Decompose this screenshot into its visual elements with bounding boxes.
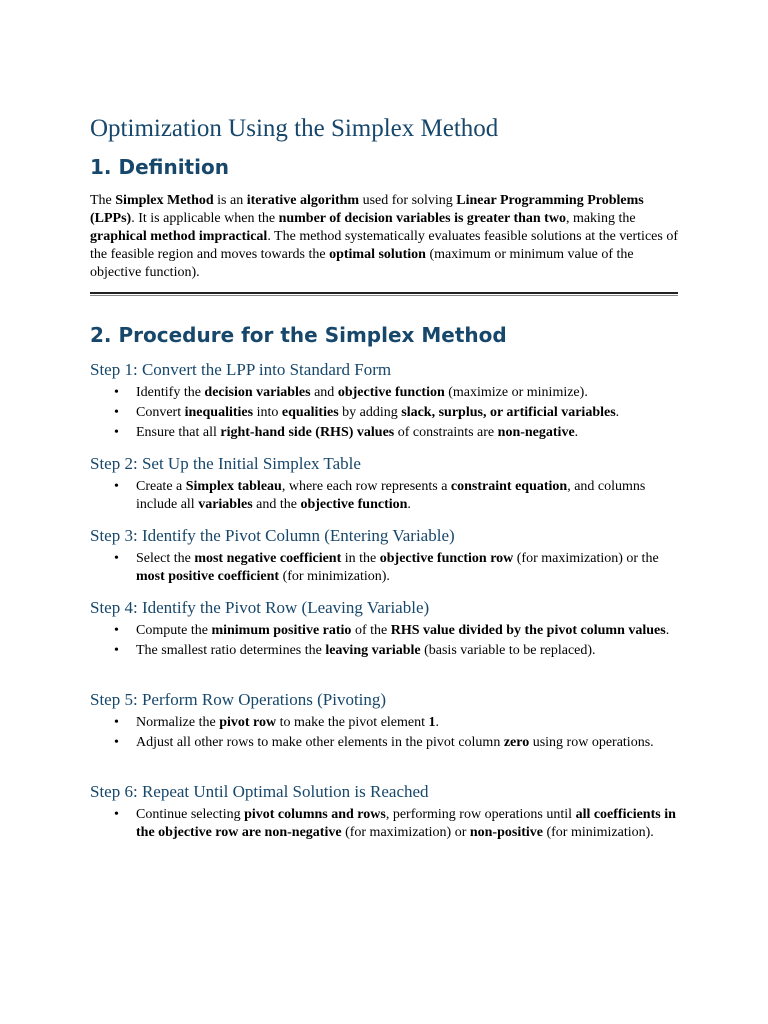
bold-text: iterative algorithm: [246, 193, 360, 208]
list-item: [90, 622, 680, 640]
list-item: [90, 714, 680, 732]
text-run: and the: [252, 497, 301, 512]
step-bullet-list: [90, 806, 680, 842]
bullet-icon: •: [114, 735, 119, 750]
text-run: (maximize or minimize).: [444, 385, 588, 400]
step-bullet-list: [90, 550, 680, 586]
text-run: in the: [341, 551, 380, 566]
step-title: Step 2: Set Up the Initial Simplex Table: [90, 454, 361, 473]
text-run: using row operations.: [529, 735, 654, 750]
bold-text: zero: [503, 735, 530, 750]
text-run: Select the: [136, 551, 195, 566]
bullet-icon: •: [114, 807, 119, 822]
text-run: .: [665, 623, 670, 638]
text-run: of the: [351, 623, 391, 638]
text-run: (for maximization) or: [341, 825, 470, 840]
bold-text: leaving variable: [325, 643, 421, 658]
text-run: Compute the: [136, 623, 212, 638]
step-bullet-list: [90, 622, 680, 660]
bold-text: all coefficients in the objective row are non-negative: [136, 807, 676, 840]
text-run: .: [574, 425, 579, 440]
text-run: .: [435, 715, 440, 730]
list-item: [90, 806, 680, 842]
step-bullet-list: [90, 714, 680, 752]
bold-text: slack, surplus, or artificial variables: [401, 405, 616, 420]
text-run: to make the pivot element: [276, 715, 429, 730]
bold-text: variables: [198, 497, 253, 512]
bold-text: graphical method impractical: [90, 229, 268, 244]
text-run: , performing row operations until: [385, 807, 576, 822]
bullet-icon: •: [114, 715, 119, 730]
bullet-icon: •: [114, 425, 119, 440]
text-run: (for maximization) or the: [513, 551, 659, 566]
list-item: [90, 734, 680, 752]
bold-text: most negative coefficient: [194, 551, 342, 566]
section-heading-definition: 1. Definition: [90, 155, 229, 179]
bullet-icon: •: [114, 385, 119, 400]
step-title: Step 3: Identify the Pivot Column (Entering Variable): [90, 526, 455, 545]
text-run: Ensure that all: [136, 425, 221, 440]
list-item: [90, 384, 680, 402]
bold-text: pivot row: [219, 715, 277, 730]
list-item: [90, 404, 680, 422]
step-4: [90, 598, 680, 662]
bullet-icon: •: [114, 643, 119, 658]
text-run: of constraints are: [394, 425, 498, 440]
bold-text: most positive coefficient: [136, 569, 280, 584]
text-run: Normalize the: [136, 715, 220, 730]
text-run: The smallest ratio determines the: [136, 643, 326, 658]
step-3: [90, 526, 680, 588]
definition-paragraph: [90, 192, 680, 282]
bold-text: objective function row: [379, 551, 514, 566]
bold-text: 1: [428, 715, 436, 730]
text-run: and: [310, 385, 338, 400]
step-5: [90, 690, 680, 754]
bullet-icon: •: [114, 551, 119, 566]
section-divider: [90, 292, 678, 296]
step-6: [90, 782, 680, 844]
text-run: Create a: [136, 479, 186, 494]
step-bullet-list: [90, 384, 680, 442]
bold-text: non-negative: [497, 425, 575, 440]
text-run: used for solving: [359, 193, 457, 208]
bold-text: right-hand side (RHS) values: [220, 425, 395, 440]
step-title: Step 4: Identify the Pivot Row (Leaving Variable): [90, 598, 430, 617]
text-run: Identify the: [136, 385, 205, 400]
bold-text: constraint equation: [450, 479, 568, 494]
step-title: Step 5: Perform Row Operations (Pivoting): [90, 690, 387, 709]
text-run: , and columns include all: [136, 479, 646, 512]
text-run: (basis variable to be replaced).: [420, 643, 596, 658]
text-run: (for minimization).: [279, 569, 390, 584]
section-heading-procedure: 2. Procedure for the Simplex Method: [90, 323, 507, 347]
text-run: Adjust all other rows to make other elements in the pivot column: [136, 735, 504, 750]
bold-text: equalities: [281, 405, 339, 420]
bold-text: non-positive: [469, 825, 543, 840]
text-run: (maximum or minimum value of the objective function).: [90, 247, 634, 280]
text-run: by adding: [338, 405, 402, 420]
text-run: (for minimization).: [542, 825, 654, 840]
text-run: into: [253, 405, 282, 420]
step-1: [90, 360, 680, 444]
text-run: Continue selecting: [136, 807, 245, 822]
step-title: Step 1: Convert the LPP into Standard Form: [90, 360, 392, 379]
text-run: .: [407, 497, 411, 512]
text-run: , where each row represents a: [281, 479, 451, 494]
bullet-icon: •: [114, 623, 119, 638]
bullet-icon: •: [114, 479, 119, 494]
bold-text: pivot columns and rows: [244, 807, 386, 822]
bold-text: Linear Programming Problems (LPPs): [90, 193, 644, 226]
list-item: [90, 642, 680, 660]
bold-text: decision variables: [204, 385, 311, 400]
text-run: is an: [213, 193, 247, 208]
bold-text: RHS value divided by the pivot column values: [390, 623, 666, 638]
document-title: Optimization Using the Simplex Method: [90, 115, 499, 142]
text-run: , making the: [565, 211, 636, 226]
bold-text: inequalities: [184, 405, 254, 420]
step-bullet-list: [90, 478, 680, 514]
bold-text: objective function: [337, 385, 445, 400]
list-item: [90, 424, 680, 442]
text-run: Convert: [136, 405, 185, 420]
bold-text: Simplex Method: [115, 193, 214, 208]
list-item: [90, 550, 680, 586]
text-run: .: [615, 405, 620, 420]
bold-text: objective function: [300, 497, 408, 512]
text-run: . It is applicable when the: [131, 211, 279, 226]
step-title: Step 6: Repeat Until Optimal Solution is Reached: [90, 782, 429, 801]
bold-text: minimum positive ratio: [211, 623, 352, 638]
text-run: The: [90, 193, 116, 208]
step-2: [90, 454, 680, 516]
bold-text: number of decision variables is greater than two: [278, 211, 566, 226]
bold-text: Simplex tableau: [185, 479, 282, 494]
text-run: . The method systematically evaluates feasible solutions at the vertices of the feasible region and moves towards the: [90, 229, 678, 262]
bold-text: optimal solution: [329, 247, 426, 262]
list-item: [90, 478, 680, 514]
bullet-icon: •: [114, 405, 119, 420]
